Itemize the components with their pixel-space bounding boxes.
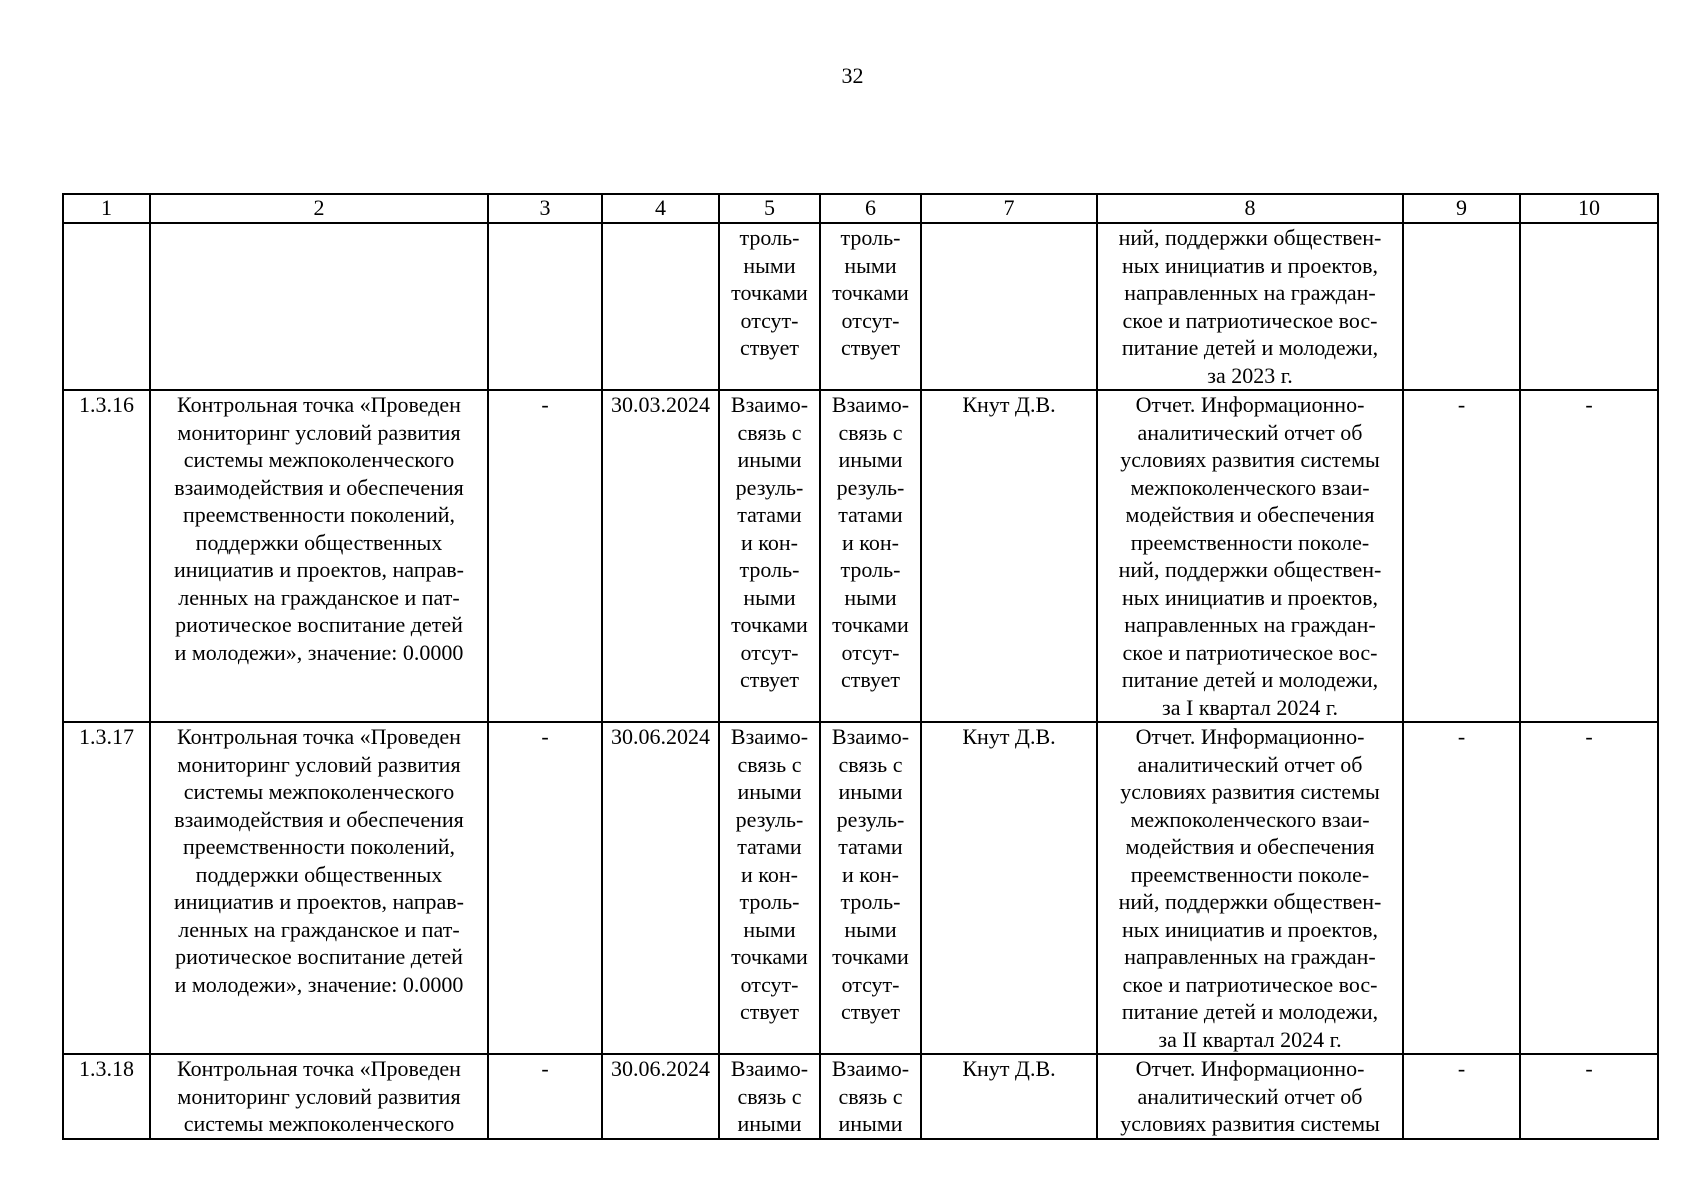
cell-number: 1.3.16 — [63, 390, 150, 722]
cell-result: ний, поддержки обществен- ных инициатив и проектов, направленных на граждан- ское и патриотическое вос- питание детей и молодежи, за 2023 г. — [1097, 223, 1403, 390]
cell-col9: - — [1403, 722, 1520, 1054]
table-row — [63, 390, 1658, 722]
table-row — [63, 223, 1658, 390]
cell-col9: - — [1403, 390, 1520, 722]
cell-responsible: Кнут Д.В. — [921, 1054, 1097, 1139]
header-cell: 2 — [150, 194, 488, 223]
table-header-row — [63, 194, 1658, 223]
header-cell: 9 — [1403, 194, 1520, 223]
header-cell: 7 — [921, 194, 1097, 223]
cell-date: 30.06.2024 — [602, 1054, 719, 1139]
cell-col3: - — [488, 722, 602, 1054]
cell-col6: Взаимо- связь с иными — [820, 1054, 921, 1139]
cell-number — [63, 223, 150, 390]
cell-col10 — [1520, 223, 1658, 390]
cell-col6: Взаимо- связь с иными резуль- татами и кон- троль- ными точками отсут- ствует — [820, 390, 921, 722]
cell-col3 — [488, 223, 602, 390]
cell-responsible — [921, 223, 1097, 390]
header-cell: 8 — [1097, 194, 1403, 223]
header-cell: 10 — [1520, 194, 1658, 223]
cell-result: Отчет. Информационно- аналитический отчет об условиях развития системы — [1097, 1054, 1403, 1139]
cell-date — [602, 223, 719, 390]
cell-col5: Взаимо- связь с иными резуль- татами и кон- троль- ными точками отсут- ствует — [719, 390, 820, 722]
cell-col9: - — [1403, 1054, 1520, 1139]
header-cell: 5 — [719, 194, 820, 223]
cell-col3: - — [488, 390, 602, 722]
table-row — [63, 722, 1658, 1054]
cell-col5: Взаимо- связь с иными — [719, 1054, 820, 1139]
cell-name: Контрольная точка «Проведен мониторинг условий развития системы межпоколенческого — [150, 1054, 488, 1139]
cell-responsible: Кнут Д.В. — [921, 722, 1097, 1054]
header-cell: 6 — [820, 194, 921, 223]
cell-number: 1.3.18 — [63, 1054, 150, 1139]
cell-number: 1.3.17 — [63, 722, 150, 1054]
cell-col10: - — [1520, 722, 1658, 1054]
cell-date: 30.03.2024 — [602, 390, 719, 722]
cell-col5: Взаимо- связь с иными резуль- татами и кон- троль- ными точками отсут- ствует — [719, 722, 820, 1054]
cell-col6: Взаимо- связь с иными резуль- татами и кон- троль- ными точками отсут- ствует — [820, 722, 921, 1054]
cell-col3: - — [488, 1054, 602, 1139]
cell-result: Отчет. Информационно- аналитический отчет об условиях развития системы межпоколенческого взаи- модействия и обеспечения преемственности поколе- ний, поддержки обществен- ных инициатив и проектов, направленных на граждан- ское и патриотическое вос- питание детей и молодежи, за II квартал 2024 г. — [1097, 722, 1403, 1054]
cell-date: 30.06.2024 — [602, 722, 719, 1054]
cell-name: Контрольная точка «Проведен мониторинг условий развития системы межпоколенческого взаимодействия и обеспечения преемственности поколений, поддержки общественных инициатив и проектов, направ- ленных на гражданское и пат- риотическое воспитание детей и молодежи», значение: 0.0000 — [150, 390, 488, 722]
cell-result: Отчет. Информационно- аналитический отчет об условиях развития системы межпоколенческого взаи- модействия и обеспечения преемственности поколе- ний, поддержки обществен- ных инициатив и проектов, направленных на граждан- ское и патриотическое вос- питание детей и молодежи, за I квартал 2024 г. — [1097, 390, 1403, 722]
cell-col9 — [1403, 223, 1520, 390]
cell-name — [150, 223, 488, 390]
cell-col10: - — [1520, 1054, 1658, 1139]
plan-table — [62, 193, 1659, 1140]
cell-col6: троль- ными точками отсут- ствует — [820, 223, 921, 390]
header-cell: 4 — [602, 194, 719, 223]
cell-col5: троль- ными точками отсут- ствует — [719, 223, 820, 390]
header-cell: 3 — [488, 194, 602, 223]
cell-responsible: Кнут Д.В. — [921, 390, 1097, 722]
header-cell: 1 — [63, 194, 150, 223]
page-number: 32 — [841, 63, 864, 88]
cell-name: Контрольная точка «Проведен мониторинг условий развития системы межпоколенческого взаимодействия и обеспечения преемственности поколений, поддержки общественных инициатив и проектов, направ- ленных на гражданское и пат- риотическое воспитание детей и молодежи», значение: 0.0000 — [150, 722, 488, 1054]
cell-col10: - — [1520, 390, 1658, 722]
table-row — [63, 1054, 1658, 1139]
